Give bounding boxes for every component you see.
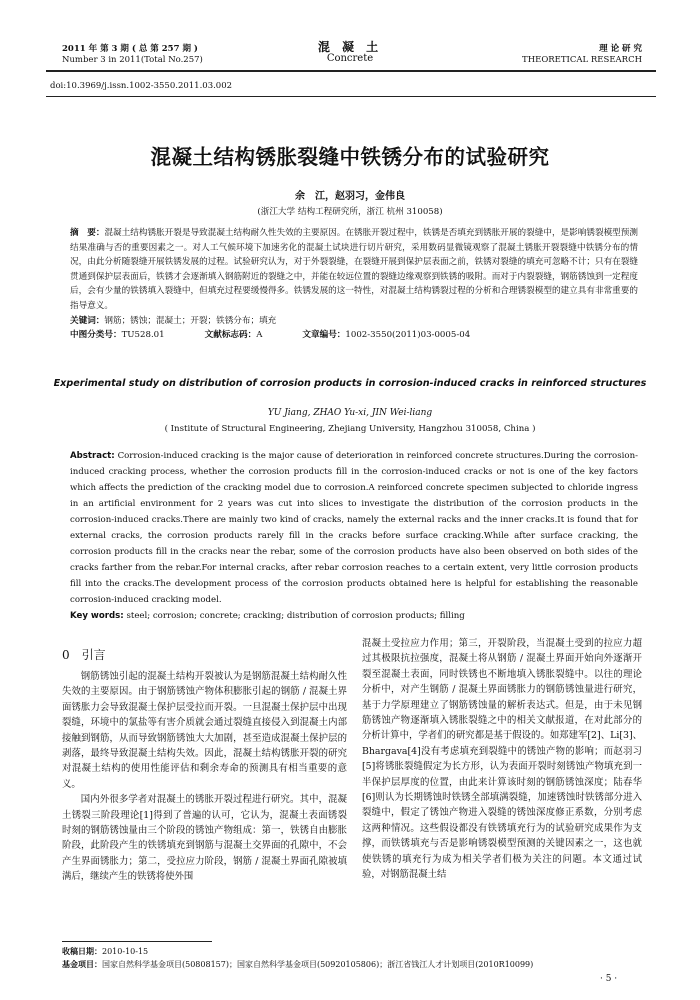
issue-en: Number 3 in 2011(Total No.257) [62,55,203,65]
clc-number: 中图分类号：TU528.01 [70,330,165,341]
authors-cn: 余 江，赵羽习，金伟良 [295,191,405,202]
keywords-en-text: steel; corrosion; concrete; cracking; distribution of corrosion products; filling [126,611,465,621]
doi-rule [46,96,656,97]
affiliation-en: ( Institute of Structural Engineering, Zhejiang University, Hangzhou 310058, China ) [164,424,536,434]
keywords-cn [70,314,638,329]
document-code: 文献标志码：A [204,330,263,341]
affiliation-cn: (浙江大学 结构工程研究所，浙江 杭州 310058) [257,207,443,217]
footnotes [62,945,652,971]
section-en: THEORETICAL RESEARCH [522,55,642,65]
journal-cn: 混 凝 土 [317,40,383,54]
header-issue [62,44,262,66]
page-title-cn: 混凝土结构锈胀裂缝中铁锈分布的试验研究 [150,145,550,169]
abstract-en-label: Abstract: [70,451,115,461]
journal-en: Concrete [326,53,374,64]
abstract-cn-label: 摘 要： [70,228,105,238]
keywords-cn-label: 关键词： [70,315,105,326]
classification-line [70,328,638,343]
issue-cn: 2011 年 第 3 期 ( 总 第 257 期 ) [62,44,198,54]
header-rule [46,70,656,72]
abstract-cn [70,226,638,343]
footnote-rule [62,941,212,942]
right-column [362,636,642,883]
page-number: · 5 · [600,974,618,984]
paragraph: 混凝土受拉应力作用；第三，开裂阶段，当混凝土受到的拉应力超过其极限抗拉强度，混凝土将从钢筋 / 混凝土界面开始向外逐渐开裂至混凝土表面，同时铁锈也不断地填入锈胀裂缝中。以往的理论分析中，对产生钢筋 / 混凝土界面锈胀力的钢筋锈蚀量进行研究，基于力学原理建立了钢筋锈蚀量的解析表达式。但是，由于未见钢筋锈蚀产物逐渐填入锈胀裂缝之中的相关文献报道，在对此部分的分析计算中，学者们的研究都是基于假设的。如郑建军[2]、Li[3]、Bhargava[4]没有考虑填充到裂缝中的锈蚀产物的影响；而赵羽习[5]将锈胀裂缝假定为长方形，认为表面开裂时刻锈蚀产物填充到一半保护层厚度的位置，由此来计算该时刻的钢筋锈蚀深度；陆春华[6]则认为长期锈蚀时铁锈全部填满裂缝，加速锈蚀时铁锈部分进入裂缝中，假定了锈蚀产物进入裂缝的锈蚀深度修正系数，分别考虑这两种情况。这些假设都没有铁锈填充行为的试验研究成果作为支撑，而铁锈填充与否是影响锈裂模型预测的关键因素之一，这也就使铁锈的填充行为成为相关学者们极为关注的问题。本文通过试验，对钢筋混凝土结 [362,638,642,881]
header-journal [300,42,400,64]
paragraph: 钢筋锈蚀引起的混凝土结构开裂被认为是钢筋混凝土结构耐久性失效的主要原因。由于钢筋锈蚀产物体积膨胀引起的钢筋 / 混凝土界面锈胀力会导致混凝土保护层受拉而开裂。一旦混凝土保护层中出现裂缝，环境中的氯盐等有害介质就会通过裂缝直接侵入到混凝土内部接触到钢筋，从而导致钢筋锈蚀大大加剧，甚至造成混凝土保护层的剥落，最终导致混凝土结构失效。因此，混凝土结构锈胀开裂的研究对混凝土结构的使用性能评估和剩余寿命的预测具有相当重要的意义。 [62,671,347,790]
doi: doi:10.3969/j.issn.1002-3550.2011.03.002 [50,81,233,91]
section-heading: 0 引言 [62,648,106,662]
section-cn: 理 论 研 究 [599,44,642,54]
received-date: 收稿日期：2010-10-15 [62,946,149,956]
fund-info: 基金项目：国家自然科学基金项目(50808157)；国家自然科学基金项目(50920105806)；浙江省钱江人才计划项目(2010R10099) [62,959,534,969]
keywords-cn-text: 钢筋；锈蚀；混凝土；开裂；铁锈分布；填充 [104,315,277,326]
left-column [62,669,347,885]
paragraph: 国内外很多学者对混凝土的锈胀开裂过程进行研究。其中，混凝土锈裂三阶段理论[1]得到了普遍的认可，它认为，混凝土表面锈裂时刻的钢筋锈蚀量由三个阶段的锈蚀产物组成：第一，铁锈自由膨胀阶段，此阶段产生的铁锈填充到钢筋与混凝土交界面的孔隙中，不会产生界面锈胀力；第二，受拉应力阶段，钢筋 / 混凝土界面孔隙被填满后，继续产生的铁锈将使外围 [62,794,347,883]
abstract-cn-text: 混凝土结构锈胀开裂是导致混凝土结构耐久性失效的主要原因。在锈胀开裂过程中，铁锈是否填充到锈胀开展的裂缝中，是影响锈裂模型预测结果准确与否的重要因素之一。对人工气候环境下加速劣化的混凝土试块进行切片研究，采用数码显微镜观察了混凝土锈胀开裂裂缝中铁锈分布的情况，由此分析随裂缝开展铁锈发展的过程。试验研究认为，对于外裂裂缝，在裂缝开展到保护层表面之前，铁锈对裂缝的填充可忽略不计；只有在裂缝贯通到保护层表面后，铁锈才会逐渐填入钢筋附近的裂缝之中，并能在较远位置的裂缝边缘观察到铁锈的吸附。而对于内裂裂缝，钢筋锈蚀到一定程度后，会有少量的铁锈填入裂缝中，但填充过程要缓慢得多。铁锈发展的这一特性，对混凝土结构锈裂过程的分析和合理锈裂模型的建立具有非常重要的指导意义。 [70,228,638,311]
abstract-en-text: Corrosion-induced cracking is the major cause of deterioration in reinforced concrete structures.During the corrosion-induced cracking process, whether the corrosion products fill in the corrosion-induced cracks or not is one of the key factors which affects the prediction of the cracking model due to corrosion.A reinforced concrete specimen subjected to chloride ingress in an artificial environment for 2 years was cut into slices to investigate the distribution of the corrosion products in the corrosion-induced cracks.There are mainly two kind of cracks, namely the external racks and the inner cracks.It is found that for external cracks, the corrosion products rarely fill in the cracks before surface cracking.While after surface cracking, the corrosion products fill in the cracks near the rebar, some of the corrosion products have also been observed on both sides of the cracks farther from the rebar.For internal cracks, after rebar corrosion reaches to a certain extent, very little corrosion products fill into the cracks.The development process of the corrosion products obtained here is helpful for establishing the reasonable corrosion-induced cracking model. [70,451,639,605]
keywords-en [70,608,638,624]
article-number: 文章编号：1002-3550(2011)03-0005-04 [302,330,471,341]
keywords-en-label: Key words: [70,611,124,621]
page-title-en: Experimental study on distribution of corrosion products in corrosion-induced cracks in reinforced structures [53,378,647,389]
authors-en: YU Jiang, ZHAO Yu-xi, JIN Wei-liang [267,408,433,418]
header-section [470,44,642,66]
abstract-en [70,448,638,624]
